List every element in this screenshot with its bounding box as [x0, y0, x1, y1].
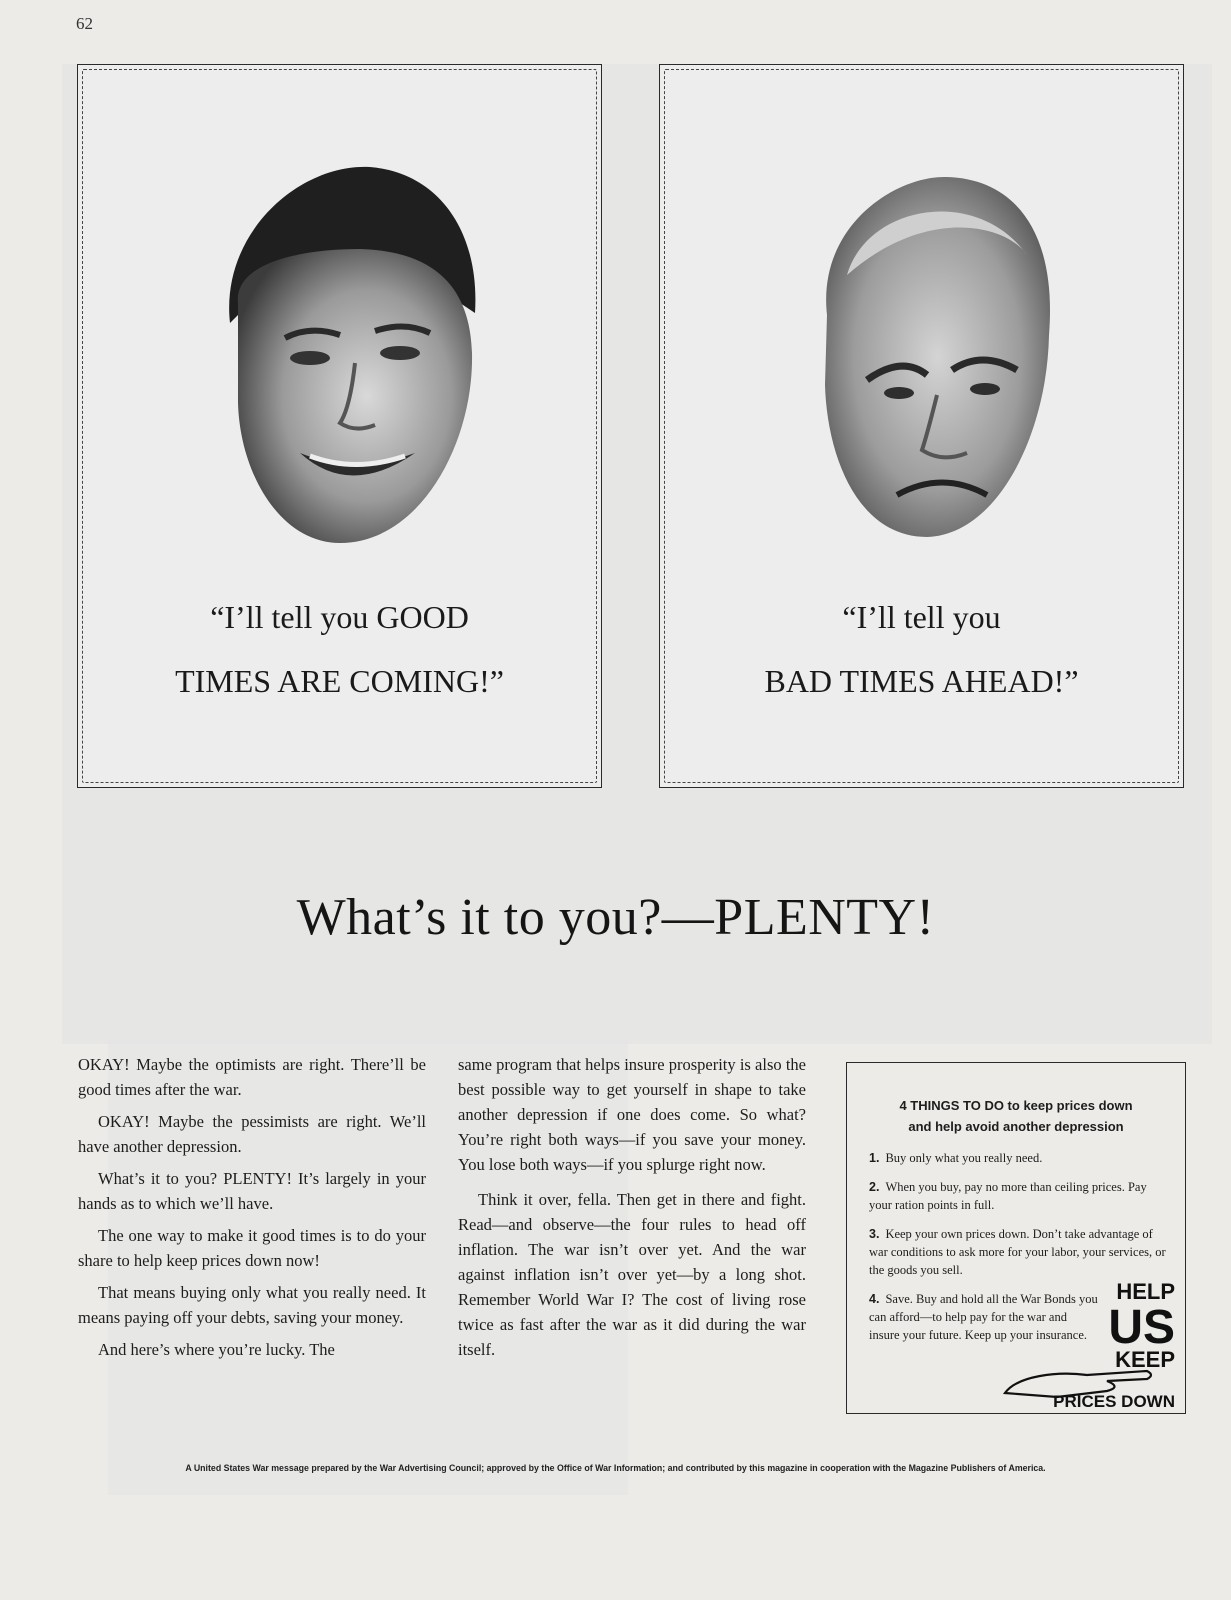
tip-item — [869, 1178, 1169, 1214]
page-number: 62 — [76, 14, 93, 33]
four-things-box — [846, 1062, 1186, 1414]
box-title — [847, 1095, 1185, 1137]
paragraph: And here’s where you’re lucky. The — [98, 1340, 335, 1359]
pessimist-quote-line2: BAD TIMES AHEAD!” — [764, 663, 1079, 699]
headline: What’s it to you?—PLENTY! — [296, 889, 935, 946]
footer-credit: A United States War message prepared by the War Advertising Council; approved by the Office of War Information; and contributed by this magazine in cooperation with the Magazine Publishers of America. — [185, 1463, 1046, 1473]
paragraph: The one way to make it good times is to do your share to help keep prices down now! — [78, 1226, 426, 1270]
logo-keep-text: KEEP — [1115, 1347, 1175, 1372]
body-column-1 — [78, 1052, 426, 1369]
tip-text: Keep your own prices down. Don’t take advantage of war conditions to ask more for your labor, your services, or the goods you sell. — [869, 1227, 1166, 1277]
tip-text: When you buy, pay no more than ceiling prices. Pay your ration points in full. — [869, 1180, 1147, 1212]
logo-us-text: US — [1108, 1301, 1175, 1354]
tip-text: Buy only what you really need. — [885, 1151, 1043, 1165]
pessimist-panel — [659, 64, 1184, 788]
logo-prices-down-text: PRICES DOWN — [1053, 1392, 1175, 1411]
paragraph: OKAY! Maybe the optimists are right. There’ll be good times after the war. — [78, 1055, 426, 1099]
paragraph: OKAY! Maybe the pessimists are right. We’ll have another depression. — [78, 1112, 426, 1156]
frowning-man-face — [777, 165, 1067, 545]
tip-number: 3. — [869, 1227, 880, 1241]
body-column-2 — [458, 1052, 806, 1369]
tip-item — [869, 1149, 1169, 1167]
tip-number: 1. — [869, 1151, 880, 1165]
smiling-man-face — [190, 153, 490, 553]
tip-number: 2. — [869, 1180, 880, 1194]
paragraph: What’s it to you? PLENTY! It’s largely in your hands as to which we’ll have. — [78, 1169, 426, 1213]
tip-number: 4. — [869, 1292, 880, 1306]
optimist-quote — [78, 585, 601, 713]
optimist-quote-line2: TIMES ARE COMING!” — [175, 663, 504, 699]
logo-help-text: HELP — [1116, 1279, 1175, 1304]
paragraph: That means buying only what you really need. It means paying off your debts, saving your money. — [78, 1283, 426, 1327]
box-title-line2: and help avoid another depression — [908, 1119, 1124, 1134]
pessimist-quote — [660, 585, 1183, 713]
paragraph: same program that helps insure prosperity is also the best possible way to get yourself in shape to take another depression if one does come. So what? You’re right both ways—if you save your money. You lose both ways—if you splurge right now. — [458, 1055, 806, 1174]
help-us-keep-prices-down-logo — [997, 1271, 1179, 1411]
optimist-quote-line1: “I’ll tell you GOOD — [210, 599, 469, 635]
paragraph: Think it over, fella. Then get in there and fight. Read—and observe—the four rules to head off inflation. The war isn’t over yet. And the war against inflation isn’t over yet—by a long shot. Remember World War I? The cost of living rose twice as fast after the war as it did during the war itself. — [458, 1190, 806, 1359]
box-title-line1: 4 THINGS TO DO to keep prices down — [899, 1098, 1133, 1113]
optimist-panel — [77, 64, 602, 788]
tip-text: Save. Buy and hold all the War Bonds you can afford—to help pay for the war and insure your future. Keep up your insurance. — [869, 1292, 1098, 1342]
pessimist-quote-line1: “I’ll tell you — [842, 599, 1001, 635]
